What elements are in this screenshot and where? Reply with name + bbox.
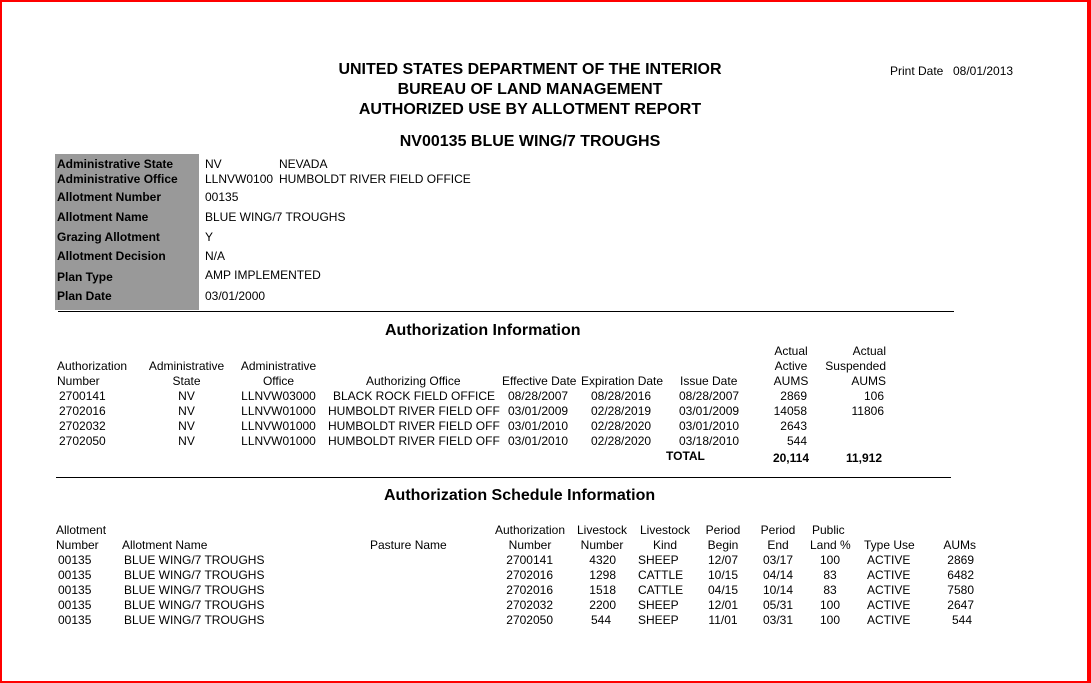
print-date-value: 08/01/2013 (953, 64, 1014, 78)
sched-public-land: 100 (819, 553, 841, 567)
sched-livestock-number: 1518 (589, 583, 616, 597)
auth-expiration: 02/28/2019 (591, 404, 652, 418)
sched-begin: 12/01 (707, 598, 739, 612)
sched-allot-name: BLUE WING/7 TROUGHS (124, 598, 265, 612)
sched-livestock-number: 2200 (589, 598, 616, 612)
sched-auth-number: 2700141 (506, 553, 553, 567)
sched-header-allot-name: Allotment Name (122, 538, 208, 552)
sched-header-begin-1: Period (705, 523, 741, 537)
sched-livestock-number: 1298 (589, 568, 616, 582)
sched-header-allot-number-1: Allotment (56, 523, 107, 537)
sched-header-pasture: Pasture Name (370, 538, 447, 552)
label-admin-state: Administrative State (57, 157, 174, 171)
authorization-section-title: Authorization Information (385, 322, 581, 339)
sched-public-land: 100 (819, 613, 841, 627)
value-admin-office-code: LLNVW0100 (205, 172, 274, 186)
auth-number: 2702032 (59, 419, 106, 433)
sched-end: 04/14 (762, 568, 794, 582)
report-title-line3: AUTHORIZED USE BY ALLOTMENT REPORT (358, 101, 702, 118)
sched-auth-number: 2702016 (506, 583, 553, 597)
divider-2 (56, 477, 951, 478)
sched-allot-number: 00135 (58, 583, 92, 597)
auth-number: 2702050 (59, 434, 106, 448)
auth-issue: 03/18/2010 (679, 434, 740, 448)
value-plan-date: 03/01/2000 (205, 289, 266, 303)
sched-aums: 6482 (947, 568, 974, 582)
auth-office: LLNVW01000 (241, 404, 316, 418)
auth-header-office-2: Office (262, 374, 295, 388)
value-plan-type: AMP IMPLEMENTED (205, 268, 321, 282)
divider-1 (58, 311, 954, 312)
auth-state: NV (178, 404, 195, 418)
sched-header-public-2: Land % (810, 538, 851, 552)
sched-allot-number: 00135 (58, 553, 92, 567)
sched-begin: 04/15 (707, 583, 739, 597)
value-admin-state-name: NEVADA (279, 157, 328, 171)
auth-header-number-2: Number (57, 374, 100, 388)
sched-allot-name: BLUE WING/7 TROUGHS (124, 568, 265, 582)
sched-auth-number: 2702050 (506, 613, 553, 627)
value-admin-office-name: HUMBOLDT RIVER FIELD OFFICE (279, 172, 471, 186)
auth-header-state-2: State (172, 374, 201, 388)
sched-end: 10/14 (762, 583, 794, 597)
sched-kind: CATTLE (638, 568, 684, 582)
auth-issue: 03/01/2009 (679, 404, 740, 418)
sched-public-land: 100 (819, 598, 841, 612)
value-allotment-name: BLUE WING/7 TROUGHS (205, 210, 346, 224)
label-allotment-name: Allotment Name (57, 210, 149, 224)
label-plan-type: Plan Type (57, 270, 113, 284)
sched-header-livestock-number-1: Livestock (576, 523, 628, 537)
label-allotment-number: Allotment Number (57, 190, 162, 204)
sched-auth-number: 2702016 (506, 568, 553, 582)
label-admin-office: Administrative Office (57, 172, 178, 186)
label-plan-date: Plan Date (57, 289, 112, 303)
auth-expiration: 02/28/2020 (591, 434, 652, 448)
auth-header-suspended-3: AUMS (851, 374, 886, 388)
sched-header-end-1: Period (760, 523, 796, 537)
sched-auth-number: 2702032 (506, 598, 553, 612)
print-date-label: Print Date (890, 64, 944, 78)
auth-expiration: 08/28/2016 (591, 389, 652, 403)
auth-expiration: 02/28/2020 (591, 419, 652, 433)
sched-header-kind-1: Livestock (639, 523, 691, 537)
auth-authorizing-office: HUMBOLDT RIVER FIELD OFF (328, 434, 500, 448)
auth-header-suspended-2: Suspended (825, 359, 886, 373)
sched-header-auth-number-1: Authorization (494, 523, 566, 537)
auth-effective: 03/01/2010 (508, 419, 569, 433)
auth-issue: 08/28/2007 (679, 389, 740, 403)
auth-header-issue: Issue Date (680, 374, 738, 388)
allotment-heading: NV00135 BLUE WING/7 TROUGHS (399, 133, 661, 150)
auth-state: NV (178, 389, 195, 403)
auth-header-expiration: Expiration Date (581, 374, 664, 388)
sched-end: 05/31 (762, 598, 794, 612)
sched-type-use: ACTIVE (867, 553, 911, 567)
auth-header-active-3: AUMS (773, 374, 809, 388)
label-grazing-allotment: Grazing Allotment (57, 230, 160, 244)
auth-authorizing-office: HUMBOLDT RIVER FIELD OFF (328, 419, 500, 433)
sched-header-public-1: Public (812, 523, 845, 537)
sched-aums: 544 (951, 613, 972, 627)
report-title-line2: BUREAU OF LAND MANAGEMENT (397, 81, 663, 98)
sched-begin: 12/07 (707, 553, 739, 567)
auth-suspended: 11806 (851, 404, 884, 418)
sched-end: 03/31 (762, 613, 794, 627)
sched-kind: SHEEP (638, 553, 679, 567)
sched-header-end-2: End (767, 538, 789, 552)
sched-begin: 10/15 (707, 568, 739, 582)
auth-header-office-1: Administrative (240, 359, 317, 373)
auth-active: 2643 (780, 419, 807, 433)
sched-type-use: ACTIVE (867, 613, 911, 627)
value-grazing-allotment: Y (205, 230, 214, 244)
auth-office: LLNVW01000 (241, 419, 316, 433)
auth-state: NV (178, 434, 195, 448)
sched-public-land: 83 (823, 568, 837, 582)
auth-authorizing-office: HUMBOLDT RIVER FIELD OFF (328, 404, 500, 418)
auth-header-effective: Effective Date (502, 374, 577, 388)
sched-allot-name: BLUE WING/7 TROUGHS (124, 583, 265, 597)
sched-header-aums: AUMs (943, 538, 976, 552)
sched-allot-number: 00135 (58, 613, 92, 627)
sched-header-begin-2: Begin (707, 538, 739, 552)
sched-aums: 7580 (947, 583, 974, 597)
sched-end: 03/17 (762, 553, 794, 567)
sched-allot-number: 00135 (58, 568, 92, 582)
auth-office: LLNVW03000 (241, 389, 316, 403)
sched-header-kind-2: Kind (652, 538, 678, 552)
sched-allot-name: BLUE WING/7 TROUGHS (124, 613, 265, 627)
sched-kind: CATTLE (638, 583, 684, 597)
auth-state: NV (178, 419, 195, 433)
auth-effective: 03/01/2010 (508, 434, 569, 448)
auth-header-authorizing-office: Authorizing Office (366, 374, 461, 388)
auth-header-number-1: Authorization (57, 359, 128, 373)
auth-effective: 03/01/2009 (508, 404, 569, 418)
auth-header-active-2: Active (774, 359, 808, 373)
auth-total-active: 20,114 (772, 451, 809, 465)
value-allotment-number: 00135 (205, 190, 239, 204)
sched-header-type-use: Type Use (864, 538, 915, 552)
auth-office: LLNVW01000 (241, 434, 316, 448)
auth-total-suspended: 11,912 (845, 451, 882, 465)
auth-suspended: 106 (863, 389, 884, 403)
sched-allot-name: BLUE WING/7 TROUGHS (124, 553, 265, 567)
auth-number: 2702016 (59, 404, 106, 418)
sched-aums: 2869 (947, 553, 974, 567)
auth-active: 14058 (773, 404, 807, 418)
label-allotment-decision: Allotment Decision (57, 249, 166, 263)
sched-header-livestock-number-2: Number (580, 538, 624, 552)
sched-aums: 2647 (947, 598, 974, 612)
sched-type-use: ACTIVE (867, 598, 911, 612)
sched-type-use: ACTIVE (867, 583, 911, 597)
auth-active: 544 (786, 434, 807, 448)
sched-allot-number: 00135 (58, 598, 92, 612)
sched-header-allot-number-2: Number (56, 538, 99, 552)
auth-number: 2700141 (59, 389, 106, 403)
auth-authorizing-office: BLACK ROCK FIELD OFFICE (333, 389, 496, 403)
sched-type-use: ACTIVE (867, 568, 911, 582)
value-allotment-decision: N/A (205, 249, 226, 263)
auth-issue: 03/01/2010 (679, 419, 740, 433)
sched-public-land: 83 (823, 583, 837, 597)
sched-begin: 11/01 (708, 613, 738, 627)
sched-livestock-number: 544 (590, 613, 611, 627)
auth-header-state-1: Administrative (148, 359, 225, 373)
auth-total-label: TOTAL (666, 449, 705, 463)
sched-header-auth-number-2: Number (508, 538, 552, 552)
auth-effective: 08/28/2007 (508, 389, 569, 403)
sched-livestock-number: 4320 (589, 553, 616, 567)
auth-header-active-1: Actual (774, 344, 808, 358)
report-title-line1: UNITED STATES DEPARTMENT OF THE INTERIOR (338, 61, 722, 78)
sched-kind: SHEEP (638, 598, 679, 612)
value-admin-state-code: NV (205, 157, 222, 171)
auth-active: 2869 (780, 389, 807, 403)
auth-header-suspended-1: Actual (852, 344, 886, 358)
sched-kind: SHEEP (638, 613, 679, 627)
schedule-section-title: Authorization Schedule Information (384, 487, 656, 504)
